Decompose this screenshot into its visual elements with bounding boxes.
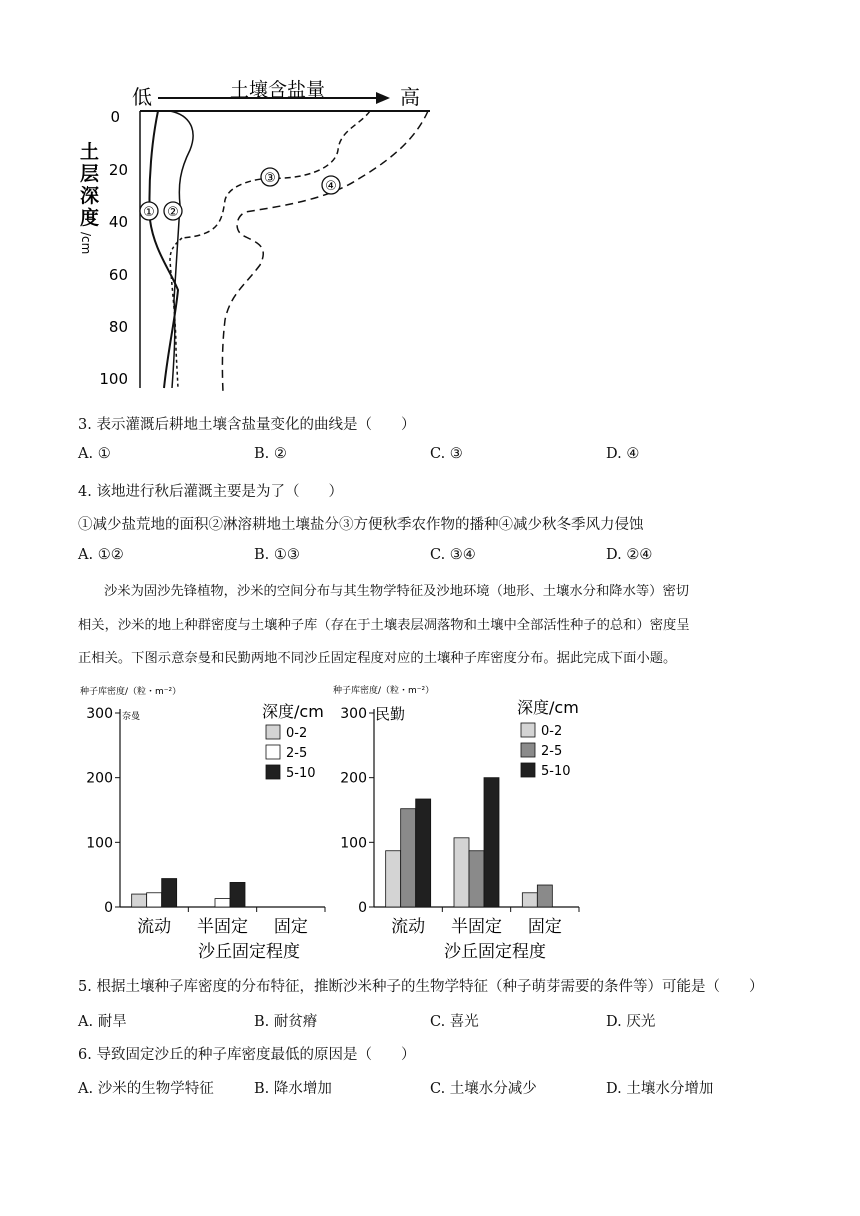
salt-chart-high-label: 高 [400,85,420,109]
legend-label: 5-10 [286,766,316,781]
svg-text:①: ① [143,205,155,220]
bar-2-5 [401,809,416,907]
x-tick-label: 流动 [391,917,426,937]
salt-curve-2 [170,111,193,388]
salt-ytick: 100 [99,370,128,388]
bar-5-10 [230,882,245,907]
x-tick-label: 固定 [273,917,308,937]
bar-0-2 [132,894,147,907]
bar-2-5 [215,899,230,907]
q3-option-c[interactable]: C. ③ [430,446,463,462]
q4-option-d[interactable]: D. ②④ [606,547,653,563]
left-chart-place: 奈曼 [122,712,141,722]
x-tick-label: 半固定 [197,917,248,937]
y-tick-label: 300 [86,706,113,722]
q5-option-c[interactable]: C. 喜光 [430,1014,479,1030]
legend-label: 0-2 [541,724,563,739]
salt-ytick: 20 [108,161,128,179]
q3-stem: 3. 表示灌溉后耕地土壤含盐量变化的曲线是（ ） [78,417,416,433]
salt-chart-title: 土壤含盐量 [230,79,326,101]
svg-text:②: ② [167,205,179,220]
salt-ylabel-unit: /cm [79,232,93,255]
chart-naiman [86,706,325,937]
q4-stem: 4. 该地进行秋后灌溉主要是为了（ ） [78,484,343,500]
q6-option-d[interactable]: D. 土壤水分增加 [606,1081,714,1097]
legend-label: 5-10 [541,764,571,779]
legend-swatch [521,723,535,737]
bar-5-10 [484,778,499,907]
legend-swatch [521,743,535,757]
bar-0-2 [522,893,537,907]
bar-5-10 [162,879,177,907]
legend-swatch [521,763,535,777]
y-tick-label: 0 [358,900,367,916]
salt-profile-chart [70,70,450,400]
bar-0-2 [454,838,469,907]
q3-option-d[interactable]: D. ④ [606,446,640,462]
salt-ylabel-char: 层 [80,163,100,185]
salt-ytick: 0 [110,108,120,126]
legend-swatch [266,745,280,759]
q3-option-b[interactable]: B. ② [254,446,287,462]
q4-statements: ①减少盐荒地的面积②淋溶耕地土壤盐分③方便秋季农作物的播种④减少秋冬季风力侵蚀 [78,517,644,533]
bar-2-5 [469,851,484,907]
passage-line-3: 正相关。下图示意奈曼和民勤两地不同沙丘固定程度对应的土壤种子库密度分布。据此完成下面小题。 [78,651,677,666]
salt-ytick: 80 [108,318,128,336]
y-tick-label: 200 [86,770,113,787]
right-chart-ylabel: 种子库密度/（粒・m⁻²） [333,686,435,696]
salt-curve-4 [222,111,428,392]
x-tick-label: 半固定 [451,917,502,937]
q6-option-a[interactable]: A. 沙米的生物学特征 [78,1081,214,1097]
y-tick-label: 100 [86,835,113,852]
q5-option-a[interactable]: A. 耐旱 [78,1014,127,1030]
y-tick-label: 100 [340,835,367,852]
left-chart-ylabel: 种子库密度/（粒・m⁻²） [80,687,182,697]
curve-label-4 [322,176,340,194]
legend-swatch [266,725,280,739]
y-tick-label: 0 [104,900,113,916]
x-tick-label: 流动 [137,917,172,937]
y-tick-label: 200 [340,770,367,787]
legend-label: 2-5 [541,744,563,759]
passage-line-1: 沙米为固沙先锋植物，沙米的空间分布与其生物学特征及沙地环境（地形、土壤水分和降水等）密切 [104,584,690,599]
q4-option-a[interactable]: A. ①② [78,547,124,563]
q6-option-c[interactable]: C. 土壤水分减少 [430,1081,537,1097]
chart-minqin [340,706,579,937]
salt-ytick: 40 [108,213,128,231]
q5-option-b[interactable]: B. 耐贫瘠 [254,1014,318,1030]
q5-stem: 5. 根据土壤种子库密度的分布特征，推断沙米种子的生物学特征（种子萌芽需要的条件等）可能是（ ） [78,979,764,995]
salt-arrowhead [376,92,390,104]
q6-option-b[interactable]: B. 降水增加 [254,1081,332,1097]
legend-swatch [266,765,280,779]
legend-label: 2-5 [286,746,308,761]
bar-2-5 [537,885,552,907]
curve-label-2 [164,202,182,220]
q4-option-c[interactable]: C. ③④ [430,547,476,563]
curve-label-1 [140,202,158,220]
left-xlabel: 沙丘固定程度 [198,942,300,962]
svg-text:③: ③ [264,171,276,186]
salt-ylabel-char: 土 [80,141,100,163]
salt-chart-low-label: 低 [132,85,152,109]
passage-line-2: 相关，沙米的地上种群密度与土壤种子库（存在于土壤表层凋落物和土壤中全部活性种子的总和）密度呈 [78,618,690,633]
left-legend-title: 深度/cm [262,702,324,721]
seed-bank-charts [70,675,590,965]
salt-ylabel-char: 度 [80,207,100,229]
legend-label: 0-2 [286,726,308,741]
salt-ylabel-char: 深 [80,185,100,207]
bar-2-5 [147,893,162,907]
bar-5-10 [416,799,431,907]
y-tick-label: 300 [340,706,367,722]
q6-stem: 6. 导致固定沙丘的种子库密度最低的原因是（ ） [78,1047,416,1063]
q5-option-d[interactable]: D. 厌光 [606,1014,656,1030]
right-legend-title: 深度/cm [517,698,579,717]
salt-ytick: 60 [108,266,128,284]
q4-option-b[interactable]: B. ①③ [254,547,300,563]
right-xlabel: 沙丘固定程度 [444,942,546,962]
bar-0-2 [386,851,401,907]
q3-option-a[interactable]: A. ① [78,446,111,462]
x-tick-label: 固定 [527,917,562,937]
right-chart-place: 民勤 [375,705,406,723]
svg-text:④: ④ [325,179,337,194]
curve-label-3 [261,168,279,186]
